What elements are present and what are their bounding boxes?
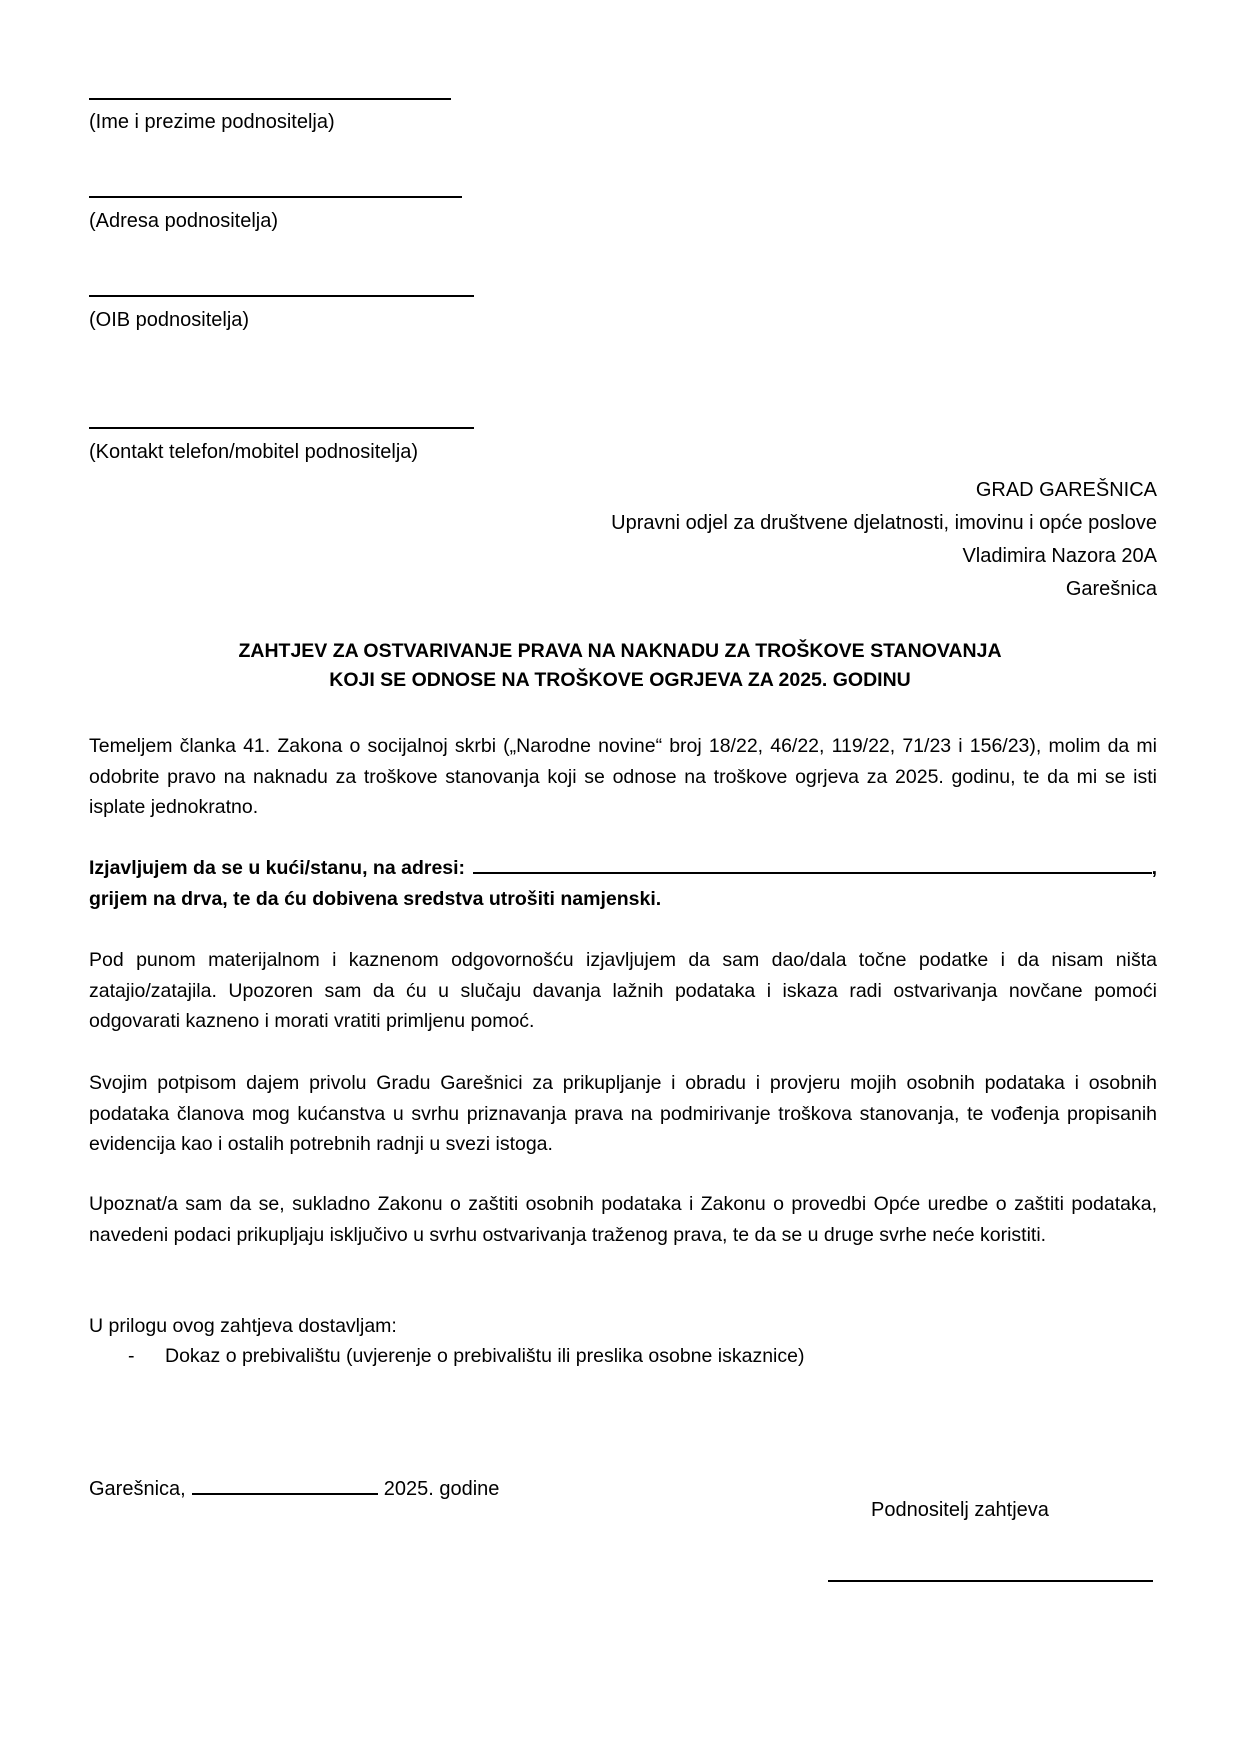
document-title <box>0 637 1240 695</box>
signature-field[interactable] <box>828 1580 1153 1582</box>
applicant-oib-label: (OIB podnositelja) <box>89 309 250 331</box>
privacy-paragraph: Upoznat/a sam da se, sukladno Zakonu o zaštiti osobnih podataka i Zakonu o provedbi Opće uredbe o zaštiti podataka, navedeni podaci prikupljaju isključivo u svrhu ostvarivanja traženog prava, te da se u druge svrhe neće koristiti. <box>89 1193 1157 1246</box>
intro-paragraph: Temeljem članka 41. Zakona o socijalnoj skrbi („Narodne novine“ broj 18/22, 46/22, 119/22, 71/23 i 156/23), molim da mi odobrite pravo na naknadu za troškove stanovanja koji se odnose na troškove ogrjeva za 2025. godinu, te da mi se isti isplate jednokratno. <box>89 735 1157 818</box>
declaration-line2: grijem na drva, te da ću dobivena sredstva utrošiti namjenski. <box>89 887 662 910</box>
applicant-name-field[interactable] <box>89 98 451 100</box>
document-title-line1: ZAHTJEV ZA OSTVARIVANJE PRAVA NA NAKNADU ZA TROŠKOVE STANOVANJA <box>238 640 1002 662</box>
applicant-name-label: (Ime i prezime podnositelja) <box>89 111 335 133</box>
declaration-prefix: Izjavljujem da se u kući/stanu, na adresi: <box>89 857 466 879</box>
liability-paragraph: Pod punom materijalnom i kaznenom odgovornošću izjavljujem da sam dao/dala točne podatke i da nisam ništa zatajio/zatajila. Upozoren sam da ću u slučaju davanja lažnih podataka i iskaza radi ostvarivanja novčane pomoći odgovarati kazneno i morati vratiti primljenu pomoć. <box>89 949 1157 1032</box>
applicant-address-label: (Adresa podnositelja) <box>89 210 278 232</box>
applicant-oib-field[interactable] <box>89 295 474 297</box>
applicant-phone-label: (Kontakt telefon/mobitel podnositelja) <box>89 441 419 463</box>
declaration-address-field[interactable] <box>473 853 1152 874</box>
date-field[interactable] <box>192 1474 378 1495</box>
recipient-department: Upravni odjel za društvene djelatnosti, imovinu i opće poslove <box>611 512 1157 534</box>
document-title-line2: KOJI SE ODNOSE NA TROŠKOVE OGRJEVA ZA 2025. GODINU <box>329 669 911 691</box>
place-label: Garešnica, <box>89 1478 186 1500</box>
recipient-town: Garešnica <box>1065 578 1157 600</box>
place-date-line <box>89 1474 499 1502</box>
recipient-block <box>611 474 1157 606</box>
declaration-comma: , <box>1151 857 1157 879</box>
year-label: 2025. godine <box>383 1478 500 1500</box>
signature-label: Podnositelj zahtjeva <box>871 1499 1049 1521</box>
bullet-dash: - <box>128 1345 135 1367</box>
attachment-item-text: Dokaz o prebivalištu (uvjerenje o prebivalištu ili preslika osobne iskaznice) <box>165 1345 805 1367</box>
recipient-street: Vladimira Nazora 20A <box>962 545 1157 567</box>
declaration-paragraph <box>89 853 1157 914</box>
recipient-city: GRAD GAREŠNICA <box>975 479 1157 501</box>
applicant-address-field[interactable] <box>89 196 462 198</box>
attachment-item <box>128 1341 804 1371</box>
consent-paragraph: Svojim potpisom dajem privolu Gradu Garešnici za prikupljanje i obradu i provjeru mojih osobnih podataka i osobnih podataka članova mog kućanstva u svrhu priznavanja prava na podmirivanje troškova stanovanja, te vođenja propisanih evidencija kao i ostalih potrebnih radnji u svezi istoga. <box>89 1072 1157 1155</box>
attachments-heading: U prilogu ovog zahtjeva dostavljam: <box>89 1315 397 1337</box>
applicant-phone-field[interactable] <box>89 427 474 429</box>
